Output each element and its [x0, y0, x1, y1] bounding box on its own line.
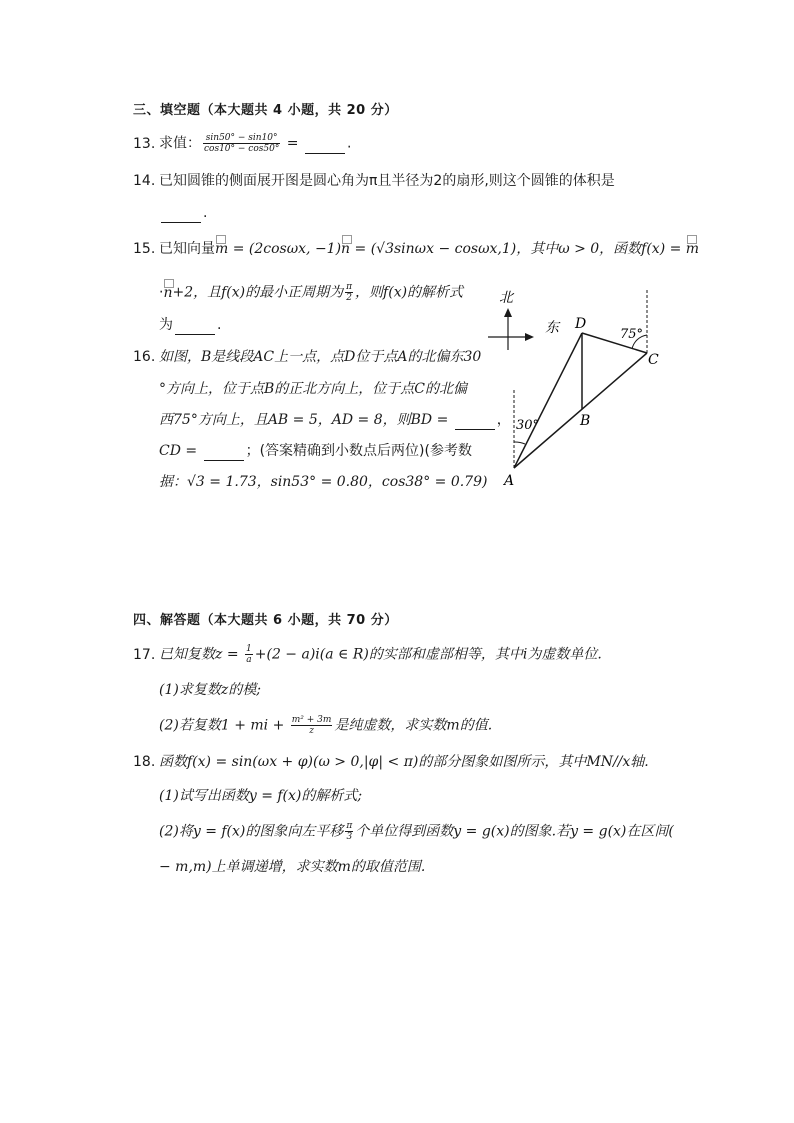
answer-blank[interactable]: [305, 139, 345, 154]
label-c: C: [648, 352, 659, 368]
question-13: 13. 求值： $\frac{\sin 50^\circ - \sin 10^\circ}{\cos 10^\circ - \cos 50^\circ}$ = .: [133, 133, 352, 154]
east-label: 东: [545, 320, 559, 336]
label-d: D: [575, 316, 587, 332]
answer-blank[interactable]: [161, 208, 201, 223]
question-17: 17. 已知复数z = $\frac{1}{a}$ +(2 − a)i(a ∈ R)的实部和虚部相等，其中i为虚数单位.: [133, 644, 602, 665]
angle-a-label: 30°: [516, 418, 540, 433]
question-14-line2: .: [159, 203, 207, 223]
question-14: 14. 已知圆锥的侧面展开图是圆心角为π且半径为2的扇形,则这个圆锥的体积是: [133, 173, 615, 189]
question-number: 13.: [133, 135, 156, 152]
question-16: 16. 如图，B是线段AC上一点，点D位于点A的北偏东30: [133, 349, 482, 365]
arrow-head-icon: [504, 308, 512, 317]
north-label: 北: [499, 290, 513, 306]
question-15-line3: 为 .: [159, 317, 222, 333]
question-18: 18. 函数f(x) = sin(ωx + φ)(ω > 0,|φ| < π)的部分图象如图所示，其中MN//x轴.: [133, 754, 649, 770]
question-15: 15. 已知向量 m = (2cosωx, −1) n = (√3sinωx − cosωx,1)，其中ω > 0，函数f(x) = m: [133, 239, 699, 259]
vector-m: m: [686, 239, 699, 259]
answer-blank[interactable]: [175, 320, 215, 335]
segment-ac: [514, 353, 647, 468]
vector-n: n: [163, 283, 172, 303]
angle-arc-a: [514, 442, 525, 444]
geometry-diagram: [480, 280, 680, 495]
vector-n: n: [341, 239, 350, 259]
segment-ad: [514, 333, 582, 468]
label-a: A: [504, 473, 515, 489]
q13-prefix: 求值：: [159, 135, 201, 152]
arrow-head-icon: [525, 333, 534, 341]
angle-c-label: 75°: [620, 327, 644, 342]
label-b: B: [580, 413, 591, 429]
q13-fraction: $\frac{\sin 50^\circ - \sin 10^\circ}{\cos 10^\circ - \cos 50^\circ}$: [204, 133, 280, 154]
vector-m: m: [215, 239, 228, 259]
section-4-title: 四、解答题（本大题共 6 小题，共 70 分）: [133, 613, 398, 628]
question-15-line2: · n+2，且f(x)的最小正周期为 $\frac{\pi}{2}$ ，则f(x)的解析式: [159, 282, 463, 303]
section-3-title: 三、填空题（本大题共 4 小题，共 20 分）: [133, 103, 398, 118]
exam-page: 三、填空题（本大题共 4 小题，共 20 分） 13. 求值： $\frac{\sin 50^\circ - \sin 10^\circ}{\cos 10^\circ - \cos 50^\circ}$ = . 14. 已知圆锥的侧面展开图是圆心角为π且半径为2的扇形,则这个圆锥的体积是 . 15. 已知向量 m = (2cosωx, −1) n = (√3sinωx − cosωx,1)，其中ω > 0，函数f(x) = m · n+2，且f(x)的最小正周期为 $\frac{\pi}{2}$ ，则f(x)的解析式 为 . 16. 如图，B是线段AC上一点，点D位于点A的北偏东30 °方向上，位于点B的正北方向上，位于点C的北偏 西75°方向上，且AB = 5，AD = 8，则BD = ， CD = ；(答案精确到小数点后两位)(参考数 据：√3 = 1.73，sin53° = 0.80，cos38° = 0.79) 北 东 A B C D 30° 75° 四、解答题（本大题共 6 小题，共 70 分） 17. 已知复数z = $\frac{1}{a}$ +(2 − a)i(a ∈ R)的实部和虚部相等，其中i为虚数单位. (1)求复数z的模; (2)若复数1 + mi + $\frac{\text{m² + 3m}}{z}$ 是纯虚数，求实数m的值. 18. 函数f(x) = sin(ωx + φ)(ω > 0,|φ| < π)的部分图象如图所示，其中MN//x轴. (1)试写出函数y = f(x)的解析式; (2)将y = f(x)的图象向左平移 $\frac{\pi}{3}$ 个单位得到函数y = g(x)的图象.若y = g(x)在区间( − m,m)上单调递增，求实数m的取值范围.: [0, 0, 794, 1123]
answer-blank[interactable]: [204, 446, 244, 461]
